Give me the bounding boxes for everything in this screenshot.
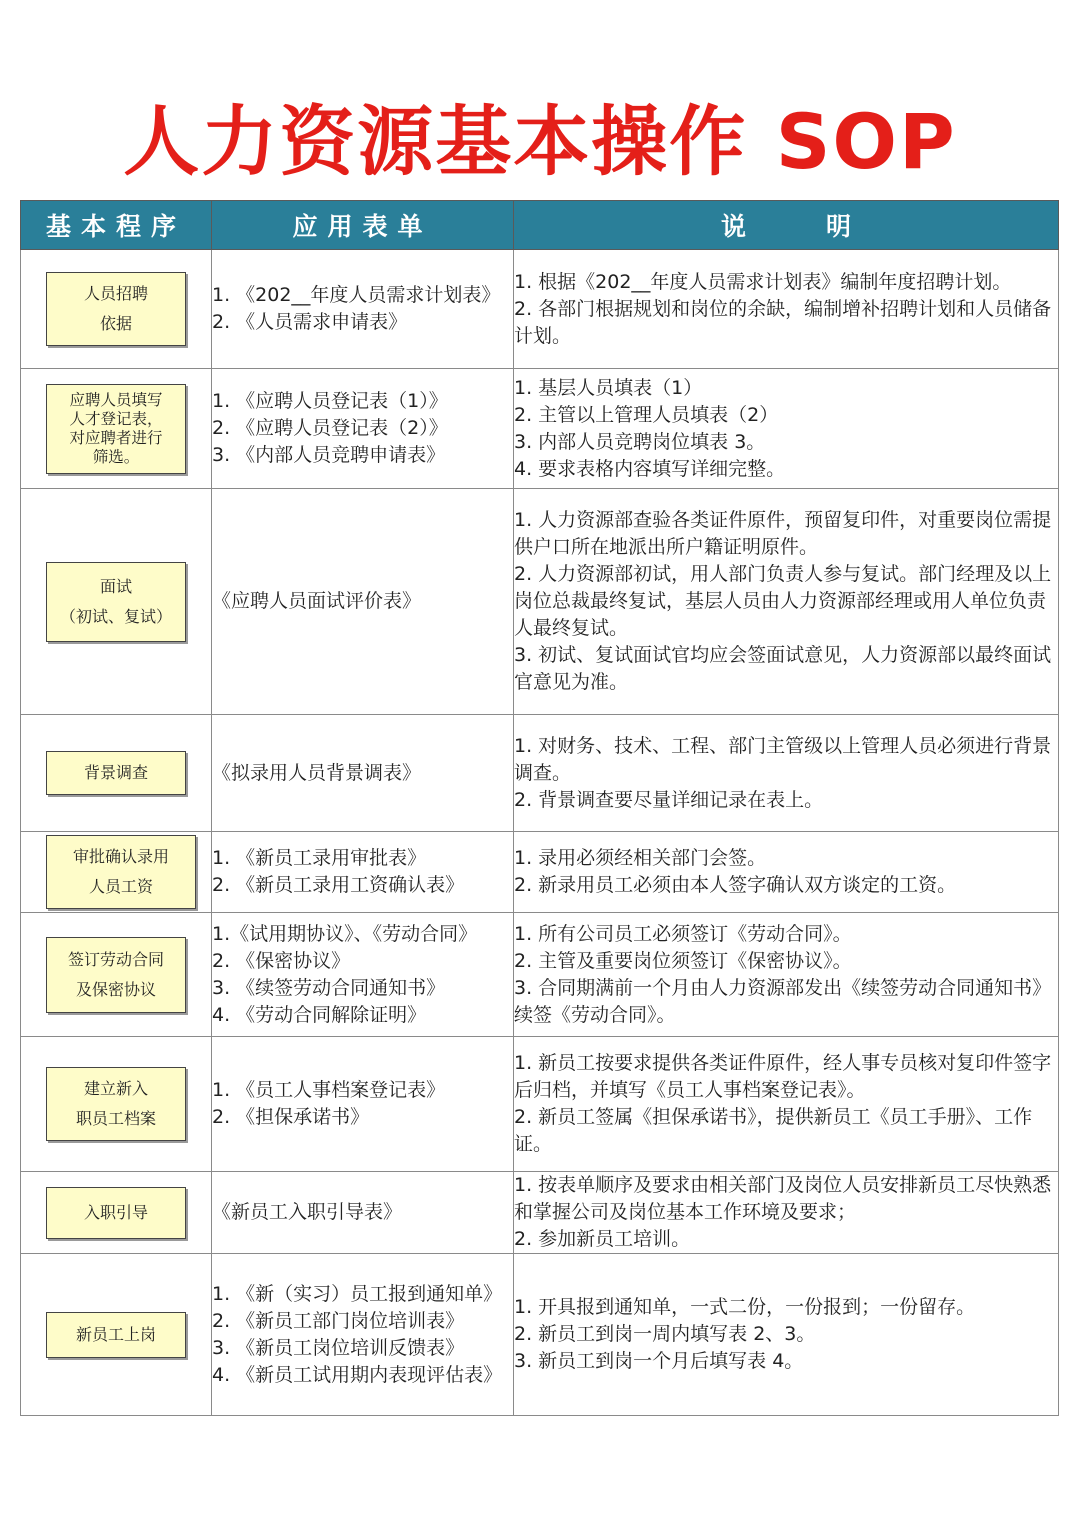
step-cell — [21, 250, 212, 369]
form-item: 4. 《新员工试用期内表现评估表》 — [212, 1363, 503, 1386]
step-box: 新员工上岗 — [46, 1312, 186, 1358]
page-title: 人力资源基本操作 SOP — [123, 97, 957, 186]
header-description-left: 说 — [720, 212, 746, 241]
forms-cell — [212, 832, 514, 913]
description-item: 1. 录用必须经相关部门会签。 — [514, 847, 767, 869]
description-item: 2. 各部门根据规划和岗位的余缺，编制增补招聘计划和人员储备计划。 — [514, 297, 1052, 347]
forms-cell — [212, 250, 514, 369]
table-row — [21, 369, 1059, 489]
forms-cell — [212, 369, 514, 489]
description-item: 2. 参加新员工培训。 — [514, 1228, 691, 1250]
forms-cell — [212, 913, 514, 1037]
table-row — [21, 1254, 1059, 1416]
description-cell — [514, 369, 1059, 489]
description-cell — [514, 913, 1059, 1037]
form-item: 1.《试用期协议》、《劳动合同》 — [212, 922, 478, 945]
description-item: 3. 合同期满前一个月由人力资源部发出《续签劳动合同通知书》续签《劳动合同》。 — [514, 976, 1052, 1026]
step-box: 背景调查 — [46, 751, 186, 795]
description-item: 1. 人力资源部查验各类证件原件，预留复印件，对重要岗位需提供户口所在地派出所户籍证明原件。 — [514, 509, 1052, 558]
step-cell — [21, 913, 212, 1037]
form-item: 1. 《新（实习）员工报到通知单》2. 《新员工部门岗位培训表》 — [212, 1282, 503, 1332]
step-box: 建立新入 职员工档案 — [46, 1067, 186, 1141]
step-cell — [21, 1172, 212, 1254]
step-box: 入职引导 — [46, 1187, 186, 1239]
description-item: 2. 背景调查要尽量详细记录在表上。 — [514, 788, 824, 811]
form-item: 《应聘人员面试评价表》 — [212, 590, 422, 612]
form-item: 2. 《应聘人员登记表（2）》 — [212, 417, 448, 439]
step-box: 应聘人员填写 人才登记表， 对应聘者进行 筛选。 — [46, 384, 186, 474]
description-item: 2. 主管以上管理人员填表（2） — [514, 403, 779, 426]
description-cell — [514, 1037, 1059, 1172]
form-item: 2. 《新员工录用工资确认表》 — [212, 874, 465, 896]
step-cell — [21, 1037, 212, 1172]
description-item: 1. 所有公司员工必须签订《劳动合同》。 — [514, 922, 852, 945]
step-box: 面试 （初试、复试） — [46, 562, 186, 642]
description-cell — [514, 1172, 1059, 1254]
step-box: 审批确认录用 人员工资 — [46, 835, 196, 909]
form-item: 4. 《劳动合同解除证明》 — [212, 1003, 427, 1026]
step-cell — [21, 1254, 212, 1416]
table-row — [21, 913, 1059, 1037]
forms-cell — [212, 489, 514, 715]
description-item: 1. 开具报到通知单，一式二份，一份报到；一份留存。 — [514, 1296, 976, 1318]
forms-cell — [212, 1254, 514, 1416]
header-description-right: 明 — [826, 212, 852, 241]
form-item: 3. 《内部人员竞聘申请表》 — [212, 444, 446, 466]
table-row — [21, 250, 1059, 369]
step-cell — [21, 832, 212, 913]
step-cell — [21, 715, 212, 832]
description-item: 2. 新录用员工必须由本人签字确认双方谈定的工资。 — [514, 874, 957, 896]
description-item: 2. 新员工到岗一周内填写表 2、3。 — [514, 1323, 816, 1345]
header-step: 基本程序 — [21, 201, 212, 250]
table-header-row — [21, 201, 1059, 250]
step-box: 人员招聘 依据 — [46, 272, 186, 346]
description-item: 1. 对财务、技术、工程、部门主管级以上管理人员必须进行背景调查。 — [514, 734, 1052, 784]
form-item: 1. 《新员工录用审批表》 — [212, 847, 427, 869]
form-item: 1. 《应聘人员登记表（1）》 — [212, 390, 448, 412]
description-item: 2. 新员工签属《担保承诺书》，提供新员工《员工手册》、工作证。 — [514, 1106, 1033, 1155]
sop-table — [20, 200, 1059, 1416]
forms-cell — [212, 715, 514, 832]
step-cell — [21, 489, 212, 715]
description-item: 3. 新员工到岗一个月后填写表 4。 — [514, 1350, 804, 1372]
description-cell — [514, 250, 1059, 369]
description-item: 3. 初试、复试面试官均应会签面试意见，人力资源部以最终面试官意见为准。 — [514, 644, 1052, 693]
form-item: 《新员工入职引导表》 — [212, 1201, 403, 1223]
table-row — [21, 832, 1059, 913]
step-box: 签订劳动合同 及保密协议 — [46, 937, 186, 1013]
description-cell — [514, 832, 1059, 913]
forms-cell — [212, 1037, 514, 1172]
table-row — [21, 1037, 1059, 1172]
description-item: 1. 新员工按要求提供各类证件原件，经人事专员核对复印件签字后归档，并填写《员工人事档案登记表》。 — [514, 1052, 1052, 1101]
form-item: 2. 《保密协议》 — [212, 949, 351, 972]
forms-cell — [212, 1172, 514, 1254]
step-cell — [21, 369, 212, 489]
header-description — [514, 201, 1059, 250]
header-forms: 应用表单 — [212, 201, 514, 250]
description-cell — [514, 1254, 1059, 1416]
description-cell — [514, 715, 1059, 832]
description-item: 1. 根据《202__年度人员需求计划表》编制年度招聘计划。 — [514, 270, 1012, 293]
table-row — [21, 715, 1059, 832]
description-item: 4. 要求表格内容填写详细完整。 — [514, 457, 786, 480]
description-item: 2. 人力资源部初试，用人部门负责人参与复试。部门经理及以上岗位总裁最终复试，基层人员由人力资源部经理或用人单位负责人最终复试。 — [514, 563, 1052, 639]
description-item: 2. 主管及重要岗位须签订《保密协议》。 — [514, 949, 852, 972]
form-item: 2. 《人员需求申请表》 — [212, 311, 408, 333]
form-item: 1. 《员工人事档案登记表》 — [212, 1079, 446, 1101]
table-row — [21, 489, 1059, 715]
form-item: 3. 《续签劳动合同通知书》 — [212, 976, 446, 999]
description-item: 1. 基层人员填表（1） — [514, 376, 703, 399]
description-item: 1. 按表单顺序及要求由相关部门及岗位人员安排新员工尽快熟悉和掌握公司及岗位基本工作环境及要求； — [514, 1174, 1052, 1223]
description-item: 3. 内部人员竞聘岗位填表 3。 — [514, 430, 766, 453]
table-row — [21, 1172, 1059, 1254]
form-item: 1. 《202__年度人员需求计划表》 — [212, 284, 501, 306]
form-item: 2. 《担保承诺书》 — [212, 1106, 370, 1128]
description-cell — [514, 489, 1059, 715]
form-item: 《拟录用人员背景调表》 — [212, 761, 422, 784]
form-item: 3. 《新员工岗位培训反馈表》 — [212, 1336, 465, 1359]
